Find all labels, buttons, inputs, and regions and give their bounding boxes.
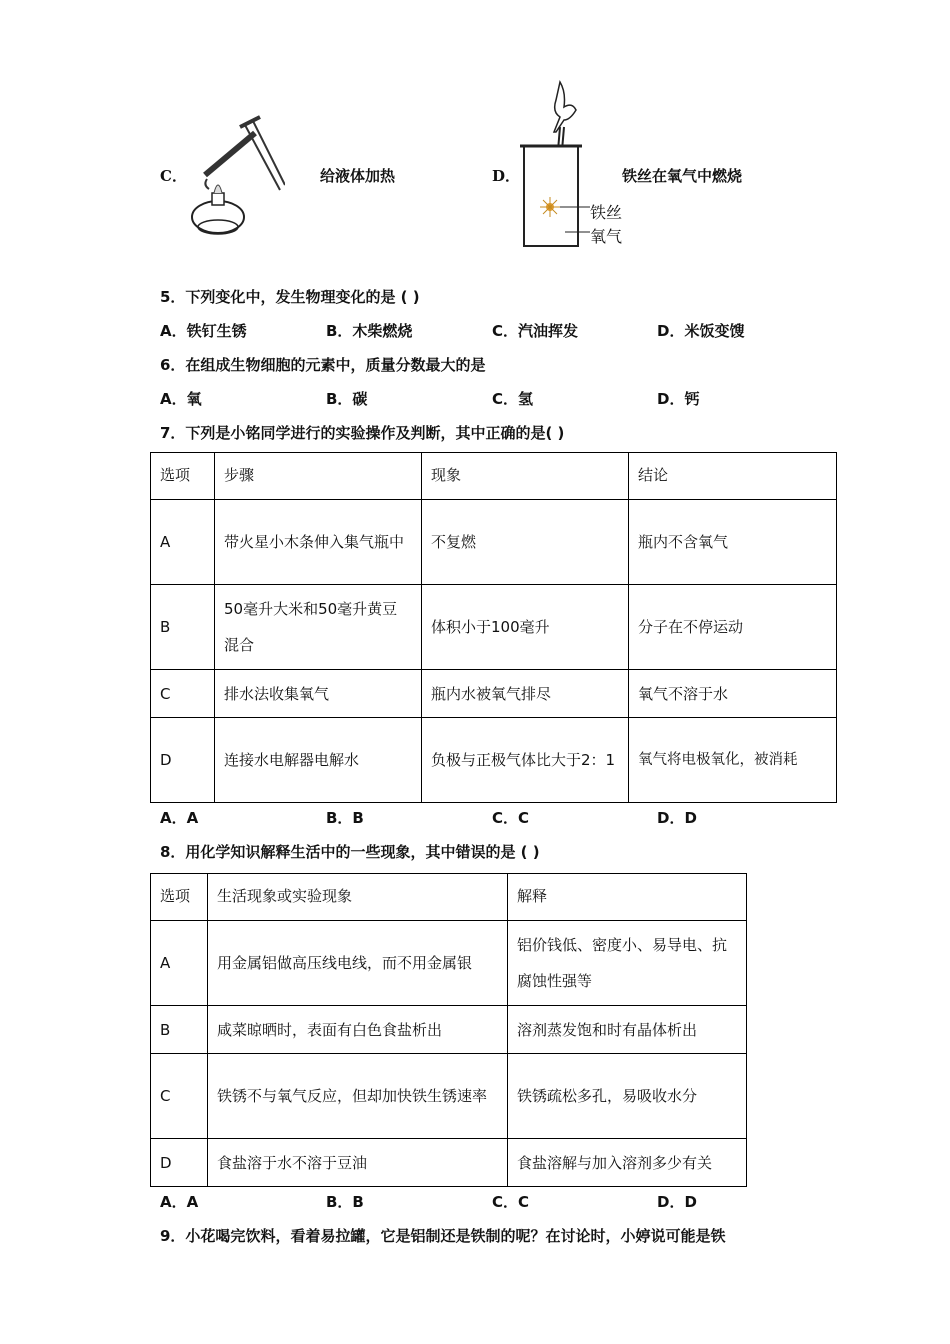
q8-row-c-phenomenon: 铁锈不与氧气反应，但却加快铁生锈速率 <box>208 1054 508 1139</box>
q7-header-step: 步骤 <box>215 453 422 500</box>
q7-header-conclusion: 结论 <box>629 453 837 500</box>
table-row <box>151 718 837 803</box>
table-row <box>151 1054 747 1139</box>
table-row <box>151 921 747 1006</box>
q8-table <box>150 873 747 1187</box>
table-row <box>151 670 837 718</box>
q7-row-a-conclusion: 瓶内不含氧气 <box>629 500 837 585</box>
q7-option-b[interactable]: B．B <box>326 809 364 827</box>
q5-option-b[interactable]: B．木柴燃烧 <box>326 322 413 340</box>
q8-header-option: 选项 <box>151 874 208 921</box>
q7-option-c[interactable]: C．C <box>492 809 530 827</box>
q7-table <box>150 452 837 803</box>
q6-option-b[interactable]: B．碳 <box>326 390 368 408</box>
q7-row-d-conclusion: 氧气将电极氧化，被消耗 <box>629 718 837 803</box>
q6-option-c[interactable]: C．氢 <box>492 390 534 408</box>
q6-option-d[interactable]: D．钙 <box>657 390 700 408</box>
figure-c-label: C． <box>160 167 187 185</box>
q8-row-b-option: B <box>151 1006 208 1054</box>
q5-option-d[interactable]: D．米饭变馊 <box>657 322 745 340</box>
q7-row-a-phenomenon: 不复燃 <box>422 500 629 585</box>
q8-row-a-explanation: 铝价钱低、密度小、易导电、抗腐蚀性强等 <box>508 921 747 1006</box>
q8-row-b-explanation: 溶剂蒸发饱和时有晶体析出 <box>508 1006 747 1054</box>
q7-row-c-option: C <box>151 670 215 718</box>
q6-stem: 6．在组成生物细胞的元素中，质量分数最大的是 <box>160 356 486 374</box>
q7-row-c-phenomenon: 瓶内水被氧气排尽 <box>422 670 629 718</box>
q7-row-b-phenomenon: 体积小于100毫升 <box>422 585 629 670</box>
q7-header-phenomenon: 现象 <box>422 453 629 500</box>
table-row <box>151 1006 747 1054</box>
figure-c-caption: 给液体加热 <box>320 167 396 185</box>
q7-row-a-option: A <box>151 500 215 585</box>
q7-header-option: 选项 <box>151 453 215 500</box>
figure-d-caption: 铁丝在氧气中燃烧 <box>622 167 743 185</box>
q7-stem: 7．下列是小铭同学进行的实验操作及判断，其中正确的是( ) <box>160 424 565 442</box>
test-tube-heating-illustration <box>185 115 285 245</box>
q7-row-b-conclusion: 分子在不停运动 <box>629 585 837 670</box>
q7-row-a-step: 带火星小木条伸入集气瓶中 <box>215 500 422 585</box>
q5-option-a[interactable]: A．铁钉生锈 <box>160 322 247 340</box>
q8-row-c-explanation: 铁锈疏松多孔，易吸收水分 <box>508 1054 747 1139</box>
oxygen-tag: 氧气 <box>590 227 623 246</box>
iron-wire-combustion-illustration <box>520 72 600 250</box>
q8-stem: 8．用化学知识解释生活中的一些现象，其中错误的是 ( ) <box>160 843 540 861</box>
q7-row-d-option: D <box>151 718 215 803</box>
q8-header-explanation: 解释 <box>508 874 747 921</box>
q8-row-d-option: D <box>151 1139 208 1187</box>
q7-row-b-step: 50毫升大米和50毫升黄豆混合 <box>215 585 422 670</box>
q8-option-b[interactable]: B．B <box>326 1193 364 1211</box>
q7-row-d-phenomenon: 负极与正极气体比大于2：1 <box>422 718 629 803</box>
table-row <box>151 585 837 670</box>
q9-stem: 9．小花喝完饮料，看着易拉罐，它是铝制还是铁制的呢？在讨论时，小婷说可能是铁 <box>160 1227 726 1245</box>
q7-row-b-option: B <box>151 585 215 670</box>
q8-row-a-phenomenon: 用金属铝做高压线电线，而不用金属银 <box>208 921 508 1006</box>
q5-stem: 5．下列变化中，发生物理变化的是 ( ) <box>160 288 420 306</box>
q8-row-c-option: C <box>151 1054 208 1139</box>
q8-option-a[interactable]: A．A <box>160 1193 199 1211</box>
q8-row-b-phenomenon: 咸菜晾晒时，表面有白色食盐析出 <box>208 1006 508 1054</box>
q8-option-d[interactable]: D．D <box>657 1193 697 1211</box>
q8-row-d-phenomenon: 食盐溶于水不溶于豆油 <box>208 1139 508 1187</box>
q7-row-c-step: 排水法收集氧气 <box>215 670 422 718</box>
q8-row-d-explanation: 食盐溶解与加入溶剂多少有关 <box>508 1139 747 1187</box>
q7-option-a[interactable]: A．A <box>160 809 199 827</box>
table-row <box>151 500 837 585</box>
q7-option-d[interactable]: D．D <box>657 809 697 827</box>
q8-row-a-option: A <box>151 921 208 1006</box>
q7-row-d-step: 连接水电解器电解水 <box>215 718 422 803</box>
q6-option-a[interactable]: A．氧 <box>160 390 202 408</box>
q8-option-c[interactable]: C．C <box>492 1193 530 1211</box>
q8-header-phenomenon: 生活现象或实验现象 <box>208 874 508 921</box>
q5-option-c[interactable]: C．汽油挥发 <box>492 322 579 340</box>
q7-row-c-conclusion: 氧气不溶于水 <box>629 670 837 718</box>
figure-d-label: D． <box>492 167 521 185</box>
iron-wire-tag: 铁丝 <box>590 203 623 222</box>
table-row <box>151 1139 747 1187</box>
